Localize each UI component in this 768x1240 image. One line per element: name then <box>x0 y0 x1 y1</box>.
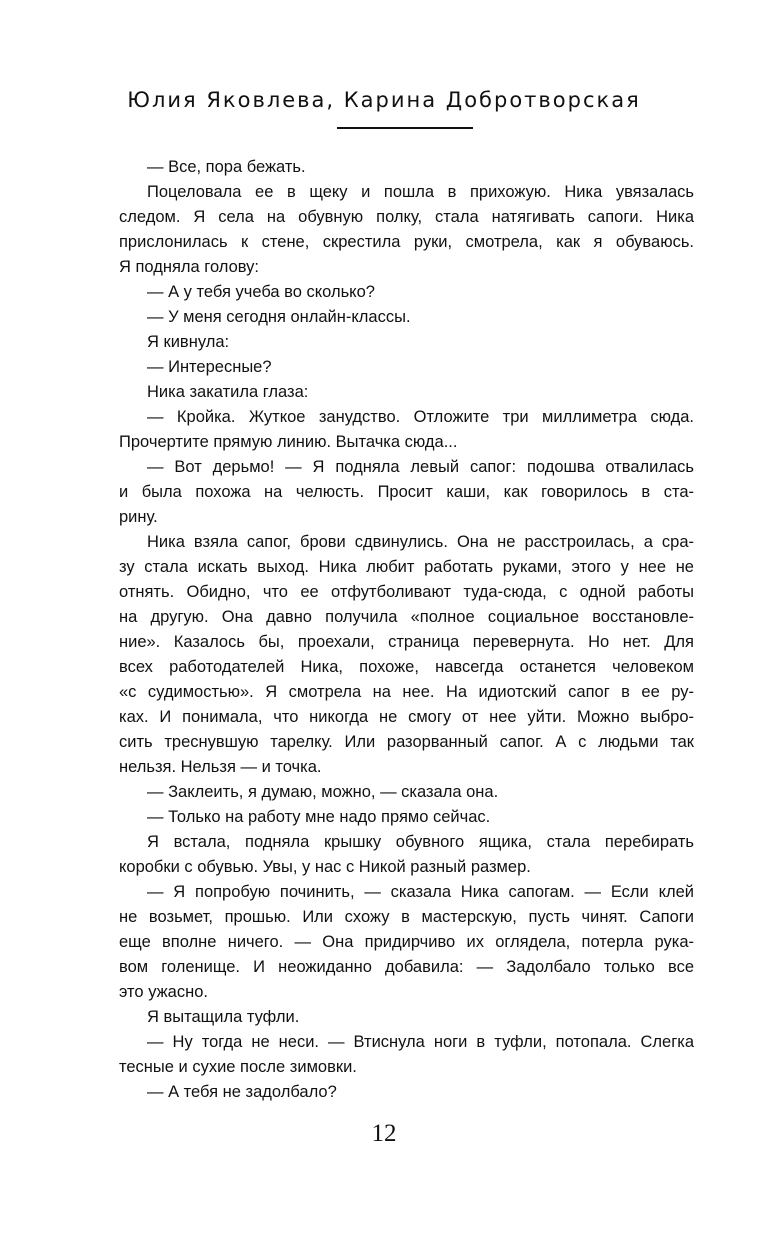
text-line: ние». Казалось бы, проехали, страница перевернута. Но нет. Для <box>119 633 694 651</box>
text-line: ках. И понимала, что никогда не смогу от нее уйти. Можно выбро- <box>119 708 694 726</box>
text-line: Я кивнула: <box>147 333 230 351</box>
text-line: — А у тебя учеба во сколько? <box>147 283 375 301</box>
text-line: — Я попробую починить, — сказала Ника сапогам. — Если клей <box>147 883 694 901</box>
text-line: — Только на работу мне надо прямо сейчас. <box>147 808 491 826</box>
text-line: это ужасно. <box>119 983 208 1001</box>
text-line: — А тебя не задолбало? <box>147 1083 337 1101</box>
text-line: Я подняла голову: <box>119 258 260 276</box>
text-line: зу стала искать выход. Ника любит работать руками, этого у нее не <box>119 558 694 576</box>
text-line: — Кройка. Жуткое занудство. Отложите три миллиметра сюда. <box>147 408 694 426</box>
text-line: не возьмет, прошью. Или схожу в мастерскую, пусть чинят. Сапоги <box>119 908 694 926</box>
text-line: следом. Я села на обувную полку, стала натягивать сапоги. Ника <box>119 208 694 226</box>
text-line: Прочертите прямую линию. Вытачка сюда... <box>119 433 458 451</box>
text-line: «с судимостью». Я смотрела на нее. На идиотский сапог в ее ру- <box>119 683 694 701</box>
text-line: тесные и сухие после зимовки. <box>119 1058 357 1076</box>
text-line: всех работодателей Ника, похоже, навсегда останется человеком <box>119 658 694 676</box>
text-line: — Ну тогда не неси. — Втиснула ноги в туфли, потопала. Слегка <box>147 1033 694 1051</box>
text-line: коробки с обувью. Увы, у нас с Никой разный размер. <box>119 858 531 876</box>
text-line: — Вот дерьмо! — Я подняла левый сапог: подошва отвалилась <box>147 458 694 476</box>
text-line: сить треснувшую тарелку. Или разорванный сапог. А с людьми так <box>119 733 694 751</box>
text-line: — Все, пора бежать. <box>147 158 306 176</box>
text-line: Ника взяла сапог, брови сдвинулись. Она не расстроилась, а сра- <box>147 533 694 551</box>
page-number: 12 <box>371 1120 397 1147</box>
text-line: на другую. Она давно получила «полное социальное восстановле- <box>119 608 694 626</box>
text-line: еще вполне ничего. — Она придирчиво их оглядела, потерла рука- <box>119 933 694 951</box>
text-line: нельзя. Нельзя — и точка. <box>119 758 322 776</box>
header-divider <box>337 127 473 129</box>
text-line: прислонилась к стене, скрестила руки, смотрела, как я обуваюсь. <box>119 233 694 251</box>
text-line: Поцеловала ее в щеку и пошла в прихожую. Ника увязалась <box>147 183 694 201</box>
text-line: рину. <box>119 508 158 526</box>
text-line: Я встала, подняла крышку обувного ящика, стала перебирать <box>147 833 694 851</box>
text-line: — Заклеить, я думаю, можно, — сказала она. <box>147 783 499 801</box>
text-line: Я вытащила туфли. <box>147 1008 300 1026</box>
text-line: отнять. Обидно, что ее отфутболивают туда-сюда, с одной работы <box>119 583 694 601</box>
text-line: и была похожа на челюсть. Просит каши, как говорилось в ста- <box>119 483 694 501</box>
running-header: Юлия Яковлева, Карина Добротворская <box>127 88 641 112</box>
text-line: — Интересные? <box>147 358 272 376</box>
text-line: — У меня сегодня онлайн-классы. <box>147 308 411 326</box>
text-line: вом голенище. И неожиданно добавила: — Задолбало только все <box>119 958 694 976</box>
text-line: Ника закатила глаза: <box>147 383 309 401</box>
page-body <box>119 155 694 1105</box>
